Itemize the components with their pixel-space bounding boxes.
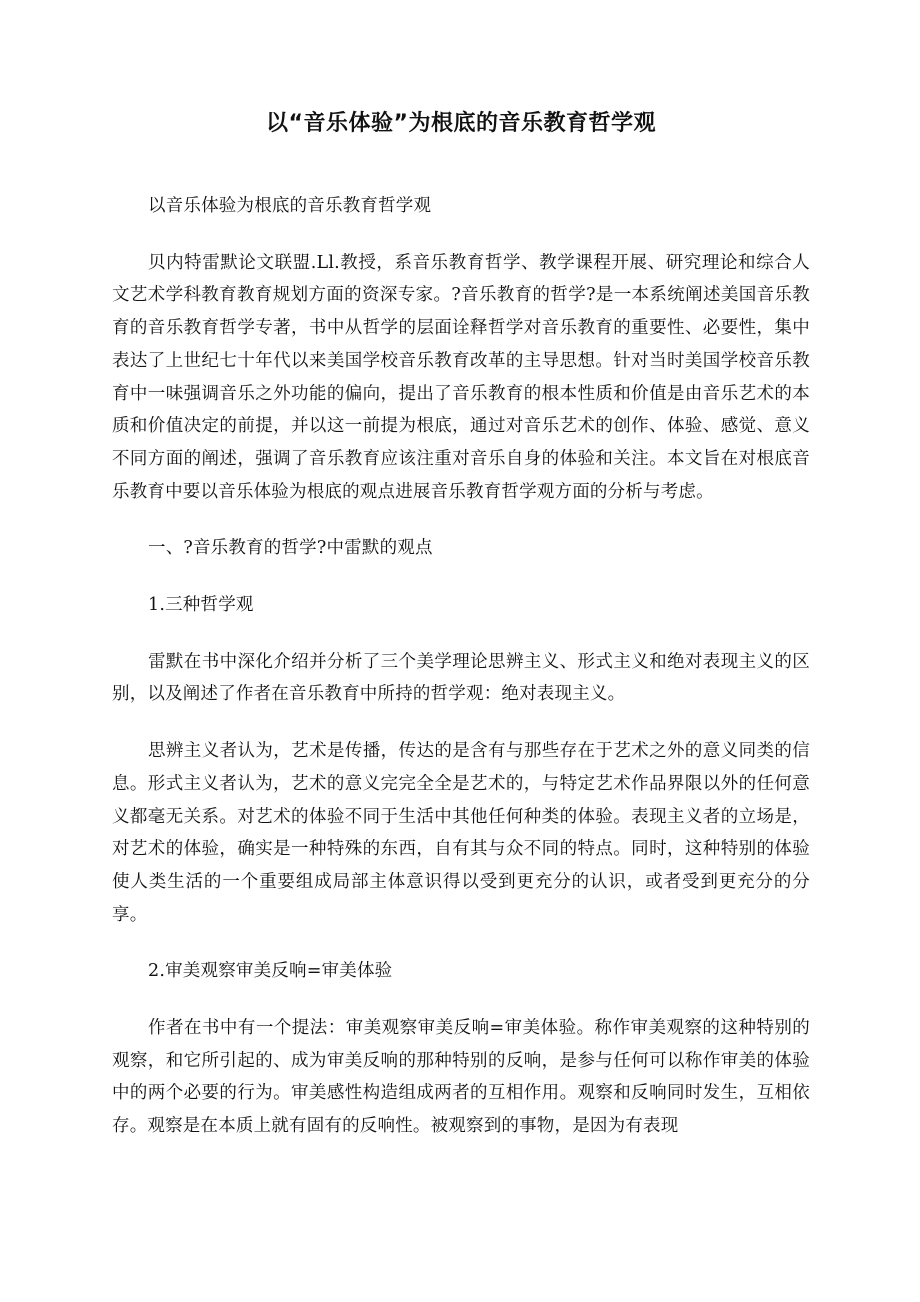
subsection-heading-1: 1.三种哲学观 [148,595,254,616]
subsection-heading-2: 2.审美观察审美反响=审美体验 [148,961,393,982]
body-paragraph: 作者在书中有一个提法：审美观察审美反响=审美体验。称作审美观察的这种特别的观察，和它所引起的、成为审美反响的那种特别的反响，是参与任何可以称作审美的体验中的两个必要的行为。审美感性构造组成两者的互相作用。观察和反响同时发生，互相依存。观察是在本质上就有固有的反响性。被观察到的事物，是因为有表现 [112,1018,810,1137]
intro-paragraph: 贝内特雷默论文联盟.Ll.教授，系音乐教育哲学、教学课程开展、研究理论和综合人文艺术学科教育教育规划方面的资深专家。?音乐教育的哲学?是一本系统阐述美国音乐教育的音乐教育哲学专著，书中从哲学的层面诠释哲学对音乐教育的重要性、必要性，集中表达了上世纪七十年代以来美国学校音乐教育改革的主导思想。针对当时美国学校音乐教育中一味强调音乐之外功能的偏向，提出了音乐教育的根本性质和价值是由音乐艺术的本质和价值决定的前提，并以这一前提为根底，通过对音乐艺术的创作、体验、感觉、意义不同方面的阐述，强调了音乐教育应该注重对音乐自身的体验和关注。本文旨在对根底音乐教育中要以音乐体验为根底的观点进展音乐教育哲学观方面的分析与考虑。 [112,252,810,502]
subtitle-paragraph: 以音乐体验为根底的音乐教育哲学观 [148,196,432,216]
document-title: 以“音乐体验”为根底的音乐教育哲学观 [266,111,656,136]
body-paragraph: 雷默在书中深化介绍并分析了三个美学理论思辨主义、形式主义和绝对表现主义的区别，以及阐述了作者在音乐教育中所持的哲学观：绝对表现主义。 [112,651,810,705]
body-paragraph: 思辨主义者认为，艺术是传播，传达的是含有与那些存在于艺术之外的意义同类的信息。形式主义者认为，艺术的意义完完全全是艺术的，与特定艺术作品界限以外的任何意义都毫无关系。对艺术的体验不同于生活中其他任何种类的体验。表现主义者的立场是，对艺术的体验，确实是一种特殊的东西，自有其与众不同的特点。同时，这种特别的体验使人类生活的一个重要组成局部主体意识得以受到更充分的认识，或者受到更充分的分享。 [112,741,810,925]
section-heading-1: 一、?音乐教育的哲学?中雷默的观点 [148,538,433,559]
